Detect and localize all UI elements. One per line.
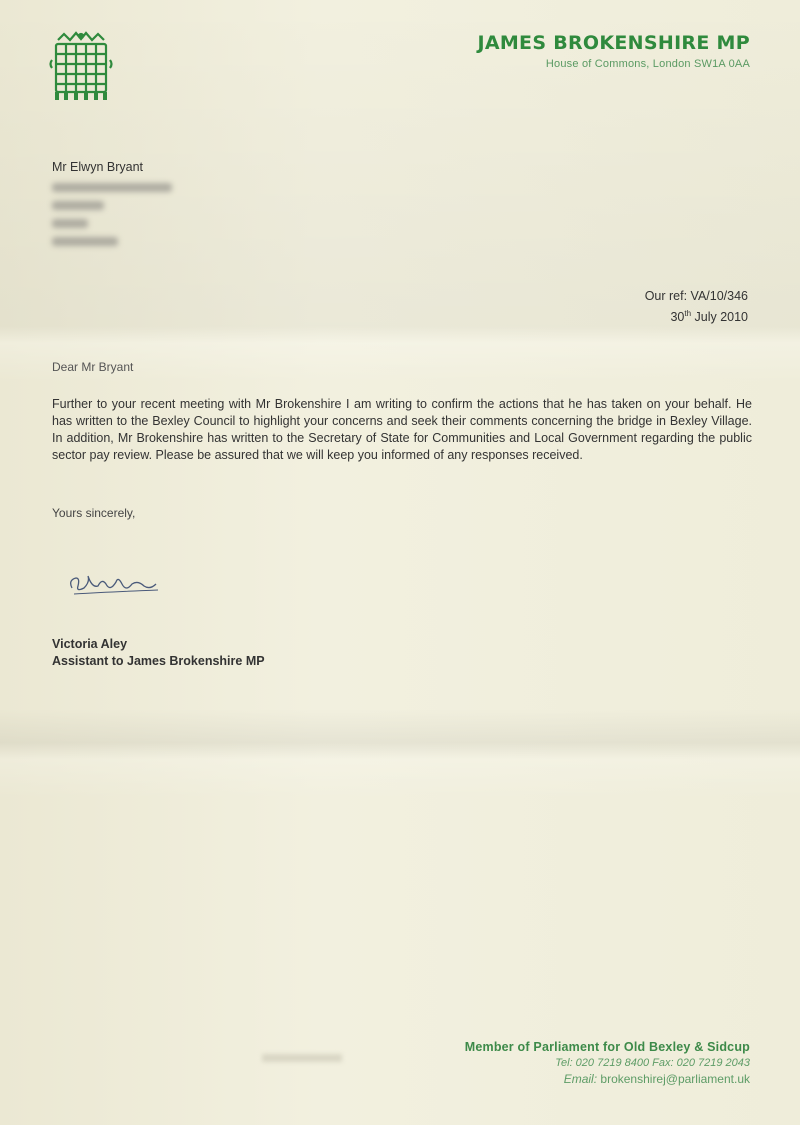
reference-number: Our ref: VA/10/346 xyxy=(644,289,748,303)
handwritten-signature xyxy=(66,566,166,602)
redacted-address-line xyxy=(52,201,104,210)
footer xyxy=(465,1040,750,1086)
footer-title: Member of Parliament for Old Bexley & Sidcup xyxy=(464,1040,750,1054)
reference-block xyxy=(645,288,748,326)
letterhead xyxy=(477,32,750,70)
recipient-name: Mr Elwyn Bryant xyxy=(52,160,143,174)
signer-block xyxy=(52,636,265,670)
closing: Yours sincerely, xyxy=(52,506,136,520)
letter-body: Further to your recent meeting with Mr Brokenshire I am writing to confirm the actions that he has taken on your behalf. He has written to the Bexley Council to highlight your concerns and seek their comments concerning the bridge in Bexley Village. In addition, Mr Brokenshire has written to the Secretary of State for Communities and Local Government regarding the public sector pay review. Please be assured that we will keep you informed of any responses received. xyxy=(52,397,752,462)
portcullis-icon xyxy=(48,30,114,102)
letter-date: 30th July 2010 xyxy=(670,309,748,325)
signer-name: Victoria Aley xyxy=(52,637,128,651)
redacted-address-line xyxy=(52,237,118,246)
letterhead-name: JAMES BROKENSHIRE MP xyxy=(477,32,750,54)
recipient-block xyxy=(52,160,172,246)
footer-email: Email: brokenshirej@parliament.uk xyxy=(563,1072,750,1086)
faint-mark xyxy=(262,1054,342,1062)
signer-role: Assistant to James Brokenshire MP xyxy=(52,654,265,668)
letterhead-address: House of Commons, London SW1A 0AA xyxy=(545,58,750,70)
redacted-address-line xyxy=(52,219,88,228)
footer-phone: Tel: 020 7219 8400 Fax: 020 7219 2043 xyxy=(555,1057,750,1069)
salutation: Dear Mr Bryant xyxy=(52,360,134,374)
redacted-address-line xyxy=(52,183,172,192)
